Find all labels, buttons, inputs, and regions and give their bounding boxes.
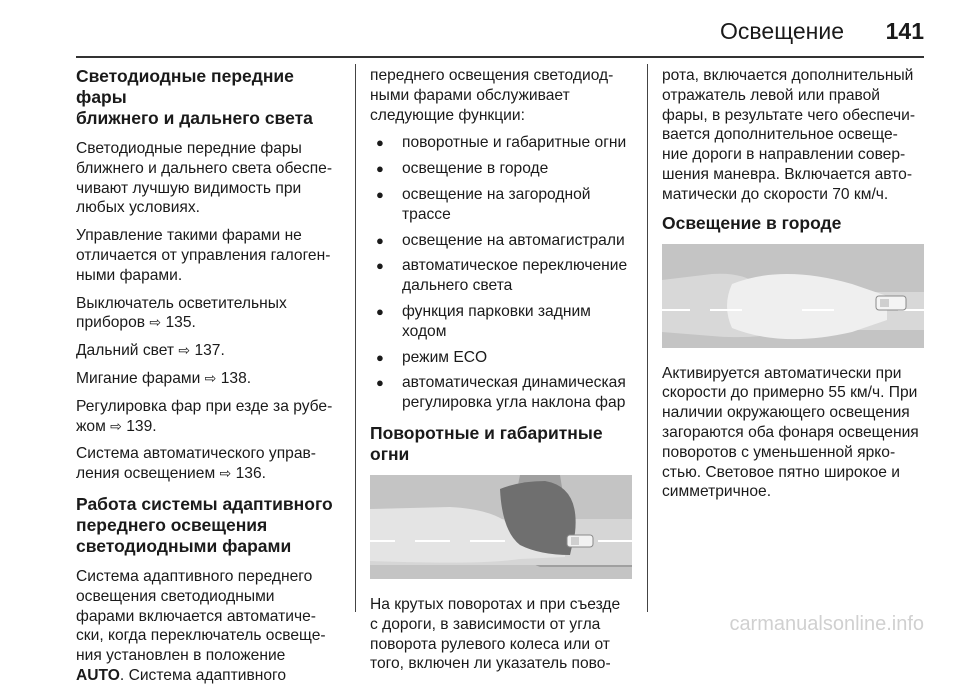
paragraph-functions-intro: переднего освещения светодиод- ными фарами обслуживает следующие функции: [370, 67, 614, 124]
page-ref-arrow-icon: ⇨ [178, 342, 191, 359]
list-item: ● автоматическое переключение дальнего света [370, 256, 634, 296]
column-2 [370, 66, 634, 682]
paragraph-auto-light-ref: Система автоматического управ- ления освещением ⇨ 136. [76, 445, 316, 483]
list-item: ● освещение на загородной трассе [370, 185, 634, 225]
page-ref-link[interactable]: 138. [220, 369, 252, 387]
list-item: ● поворотные и габаритные огни [370, 133, 634, 153]
city-light-drawing [662, 244, 924, 348]
paragraph-flash-ref: Мигание фарами ⇨ 138. [76, 369, 252, 387]
list-item: ● функция парковки задним ходом [370, 302, 634, 342]
paragraph-cornering-continued: рота, включается дополнительный отражатель левой или правой фары, в результате чего обеспечи- вается дополнительное освеще- ние дороги в направлении совер- шения маневра. Включается авто- матически до скорости 70 км/ч. [662, 67, 916, 203]
paragraph-led-intro: Светодиодные передние фары ближнего и дальнего света обеспе- чивают лучшую видимость при любых условиях. [76, 140, 333, 217]
page-ref-arrow-icon: ⇨ [204, 369, 217, 386]
heading-city-light: Освещение в городе [662, 212, 842, 233]
cornering-light-drawing [370, 475, 632, 579]
city-light-illustration [662, 244, 924, 348]
heading-cornering-lights: Поворотные и габаритные огни [370, 422, 603, 464]
paragraph-light-switch-ref: Выключатель осветительных приборов ⇨ 135. [76, 294, 287, 332]
column-1 [76, 66, 346, 694]
cornering-light-illustration [370, 475, 632, 579]
keyword-auto: AUTO [76, 666, 120, 684]
column-3 [662, 66, 926, 510]
page-ref-arrow-icon: ⇨ [149, 314, 162, 331]
page-ref-arrow-icon: ⇨ [219, 465, 232, 482]
functions-list [370, 133, 634, 413]
watermark: carmanualsonline.info [729, 613, 924, 635]
page-number: 141 [885, 18, 924, 44]
paragraph-high-beam-ref: Дальний свет ⇨ 137. [76, 342, 225, 360]
heading-led-headlights: Светодиодные передние фары ближнего и дальнего света [76, 66, 313, 128]
page-header [76, 14, 924, 54]
paragraph-control: Управление такими фарами не отличается от управления галоген- ными фарами. [76, 227, 331, 284]
page-ref-link[interactable]: 135. [165, 314, 196, 332]
page-ref-link[interactable]: 137. [194, 342, 225, 360]
page-ref-link[interactable]: 139. [126, 417, 157, 435]
list-item: ● режим ECO [370, 348, 634, 368]
list-item: ● автоматическая динамическая регулировка угла наклона фар [370, 373, 634, 413]
paragraph-abroad-ref: Регулировка фар при езде за рубе- жом ⇨ 139. [76, 397, 333, 435]
section-title: Освещение [720, 18, 844, 44]
paragraph-city-desc: Активируется автоматически при скорости до примерно 55 км/ч. При наличии окружающего освещения загораются оба фонаря освещения поворотов с уменьшенной ярко- стью. Световое пятно широкое и симметричное. [662, 364, 919, 501]
list-item: ● освещение в городе [370, 159, 634, 179]
heading-adaptive-system: Работа системы адаптивного переднего освещения светодиодными фарами [76, 493, 333, 556]
header-rule [76, 56, 924, 58]
list-item: ● освещение на автомагистрали [370, 231, 634, 251]
column-separator-1 [355, 64, 356, 612]
paragraph-cornering-desc: На крутых поворотах и при съезде с дороги, в зависимости от угла поворота рулевого колеса или от того, включен ли указатель пово- [370, 595, 621, 673]
page-ref-arrow-icon: ⇨ [110, 417, 122, 434]
column-separator-2 [647, 64, 648, 612]
paragraph-adaptive-intro: Система адаптивного переднего освещения светодиодными фарами включается автоматиче- ски, когда переключатель освеще- ния установлен в положение AUTO. Система адаптивного [76, 567, 326, 684]
page-ref-link[interactable]: 136. [235, 465, 266, 483]
